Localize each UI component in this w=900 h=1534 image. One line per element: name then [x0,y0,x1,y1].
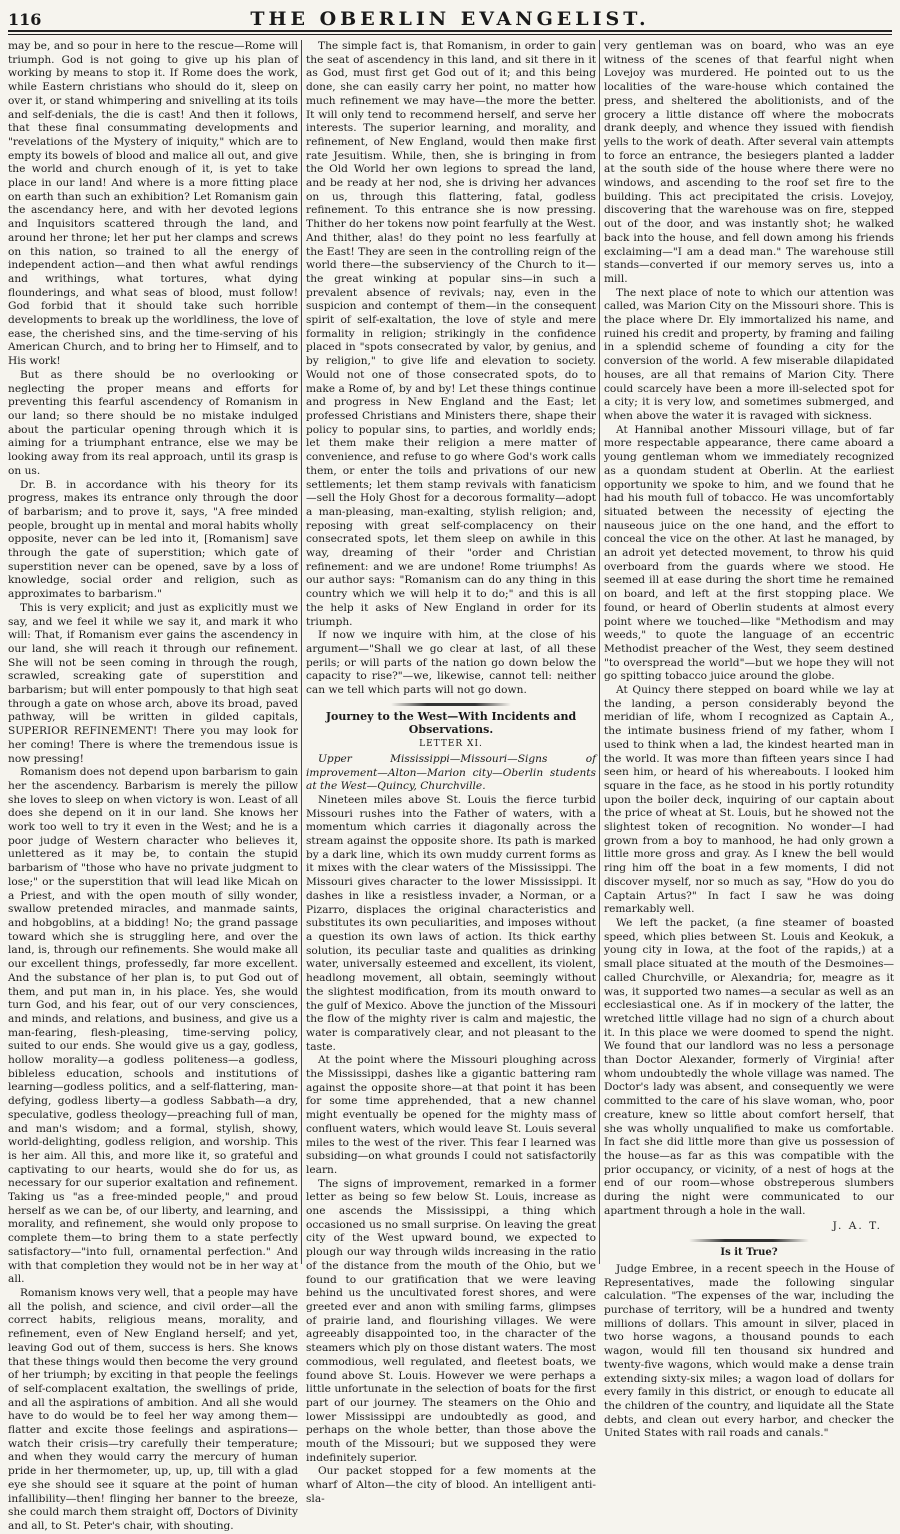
article-summary: Upper Mississippi—Missouri—Signs of improvement—Alton—Marion city—Oberlin students at the West—Quincy, Churchville. [306,752,596,793]
journal-title: THE OBERLIN EVANGELIST. [250,8,650,30]
col2-article-paragraph: At the point where the Missouri ploughing across the Mississippi, dashes like a gigantic battering ram against the opposite shore—at that point it has been for some time apprehended, that a new channel might eventually be opened for the mighty mass of confluent waters, which would leave St. Louis several miles to the west of the river. This fear I learned was subsiding—on what grounds I could not satisfactorily learn. [306,1054,596,1176]
col1-paragraph: Dr. B. in accordance with his theory for its progress, makes its entrance only through the door of barbarism; and to prove it, says, "A free minded people, brought up in mental and moral habits wholly opposite, never can be led into it, [Romanism] save through the gate of superstition; which gate of superstition never can be opened, save by a loss of knowledge, social order and religion, such as approximates to barbarism." [8,478,298,601]
author-signoff: J. A. T. [832,1220,882,1233]
col3-paragraph: At Quincy there stepped on board while we lay at the landing, a person considerably beyond the meridian of life, whom I recognized as Captain A., the intimate business friend of my father, whom I used to think when a lad, the kindest hearted man in the world. It was more than fifteen years since I had seen him, or heard of his whereabouts. I looked him square in the face, as he stood in his portly rotundity upon the boiler deck, inquiring of our captain about the price of wheat at St. Louis, but he showed not the slightest token of recognition. No wonder—I had grown from a boy to manhood, he had only grown a little more gross and gray. As I knew the bell would ring him off the boat in a few moments, I did not discover myself, nor so much as say, "How do you do Captain Artus?" In fact I saw he was doing remarkably well. [604,684,894,916]
article-divider [689,1239,809,1242]
column-3 [604,40,894,1440]
col3-paragraph: At Hannibal another Missouri village, but of far more respectable appearance, there came aboard a young gentleman whom we immediately recognized as a quondam student at Oberlin. At the earliest opportunity we spoke to him, and we found that he had his mouth full of tobacco. He was uncomfortably situated between the necessity of ejecting the nauseous juice on the one hand, and the effort to conceal the vice on the other. At last he managed, by an adroit yet detected movement, to throw his quid overboard from the guards where we stood. He seemed ill at ease during the short time he remained on board, and left at the first stopping place. We found, or heard of Oberlin students at almost every point where we touched—like "Methodism and may weeds," to quote the language of an eccentric Methodist preacher of the West, they seem destined "to overspread the world"—but we hope they will not go spitting tobacco juice around the globe. [604,423,894,683]
col3-paragraph: very gentleman was on board, who was an eye witness of the scenes of that fearful night when Lovejoy was murdered. He pointed out to us the localities of the ware-house which contained the press, and sheltered the abolitionists, and of the grocery a little distance off where the mobocrats drank deeply, and whence they issued with fiendish yells to the work of death. After several vain attempts to force an entrance, the besiegers planted a ladder at the south side of the house where there were no windows, and ascending to the roof set fire to the building. This act precipitated the crisis. Lovejoy, discovering that the warehouse was on fire, stepped out of the door, and was instantly shot; he walked back into the house, and fell down among his friends exclaiming—"I am a dead man." The warehouse still stands—converted if our memory serves us, into a mill. [604,40,894,285]
col1-paragraph: Romanism does not depend upon barbarism to gain her the ascendency. Barbarism is merely the pillow she loves to sleep on when victory is won. Least of all does she depend on it in our land. She knows her work too well to try it even in the West; and he is a poor judge of Western character who believes it, unlettered as it may be, to contain the stupid barbarism of "those who have no private judgment to lose;" or the superstition that will lead like Micah on a Priest, and with the open mouth of silly wonder, swallow pretended miracles, and manmade saints, and hobgoblins, at a bidding! No; the grand passage toward which she is struggling here, and over the land, is, through our refinements. She would make all our excellent things, professedly, far more excellent. And the substance of her plan is, to put God out of them, and put man in, in his place. Yes, she would turn God, and his fear, out of our very consciences, and minds, and relations, and business, and give us a man-fearing, flesh-pleasing, time-serving policy, suited to our ends. She would give us a gay, godless, hollow morality—a godless politeness—a godless, bibleless education, schools and institutions of learning—godless politics, and a self-flattering, man-defying, godless liberty—a godless Sabbath—a dry, speculative, godless theology—preaching full of man, and man's wisdom; and a formal, stylish, showy, world-delighting, godless religion, and worship. This is her aim. All this, and more like it, so grateful and captivating to our hearts, would she do for us, as necessary for our superior exaltation and refinement. Taking us "as a free-minded people," and proud herself as we can be, of our liberty, and learning, and morality, and refinement, she would only propose to complete them—to bring them to a state perfectly satisfactory—"into full, ornamental perfection." And with that completion they would not be in her way at all. [8,766,298,1286]
col2-paragraph: The simple fact is, that Romanism, in order to gain the seat of ascendency in this land, and sit there in it as God, must first get God out of it; and this being done, she can easily carry her point, no matter how much refinement we may have—the more the better. It will only tend to recommend herself, and serve her interests. The superior learning, and morality, and refinement, of New England, would then make first rate Jesuitism. While, then, she is bringing in from the Old World her own legions to spread the land, and be ready at her nod, she is driving her advances on us, through this flattering, fatal, godless refinement. To this entrance she is now pressing. Thither do her tokens now point fearfully at the West. And thither, alas! do they point no less fearfully at the East! They are seen in the controlling reign of the world there—the subserviency of the Church to it—the great winking at popular sins—in such a prevalent absence of revivals; nay, even in the suspicion and contempt of them—in the consequent spirit of self-exaltation, the love of style and mere formality in religion; strikingly in the confidence placed in "spots consecrated by valor, by genius, and by religion," to give life and elevation to society. Would not one of those consecrated spots, do to make a Rome of, by and by! Let these things continue and progress in New England and the East; let professed Christians and Ministers there, shape their policy to popular sins, to parties, and worldly ends; let them make their religion a mere matter of convenience, and refuse to go where God's work calls them, or enter the toils and privations of our new settlements; let them stamp revivals with fanaticism—sell the Holy Ghost for a decorous formality—adopt a man-pleasing, man-exalting, stylish religion; and, reposing with great self-complacency on their consecrated spots, let them sleep on awhile in this way, dreaming of their "order and Christian refinement: and we are undone! Rome triumphs! As our author says: "Romanism can do any thing in this country which we will help it to do;" and this is all the help it asks of New England in order for its triumph. [306,40,596,628]
masthead-rule [8,34,892,35]
article-divider [391,703,511,706]
col3-paragraph: The next place of note to which our attention was called, was Marion City on the Missouri shore. This is the place where Dr. Ely immortalized his name, and ruined his credit and property, by framing and failing in a splendid scheme of founding a city for the conversion of the world. A few miserable dilapidated houses, are all that remains of Marion City. There could scarcely have been a more ill-selected spot for a city; it is very low, and sometimes submerged, and when above the water it is ravaged with sickness. [604,286,894,422]
article-headline-journey: Journey to the West—With Incidents and Observations. [325,709,577,737]
col2-article-paragraph: Nineteen miles above St. Louis the fierce turbid Missouri rushes into the Father of waters, with a momentum which carries it diagonally across the stream against the opposite shore. Its path is marked by a dark line, which its own muddy current forms as it mixes with the clear waters of the Mississippi. The Missouri gives character to the lower Mississippi. It dashes in like a resistless invader, a Norman, or a Pizarro, displaces the original characteristics and substitutes its own peculiarities, and imposes without a question its own laws of action. Its thick earthy solution, its peculiar taste and qualities as drinking water, universally esteemed and excellent, its violent, headlong movement, all obtain, seemingly without the slightest modification, from its mouth onward to the gulf of Mexico. Above the junction of the Missouri the flow of the mighty river is calm and majestic, the water is comparatively clear, and not pleasant to the taste. [306,793,596,1053]
col2-article-paragraph: The signs of improvement, remarked in a former letter as being so few below St. Louis, increase as one ascends the Mississippi, a thing which occasioned us no small surprise. On leaving the great city of the West upward bound, we expected to plough our way through wilds increasing in the ratio of the distance from the mouth of the Ohio, but we found to our gratification that we were leaving behind us the uncultivated forest shores, and were greeted ever and anon with smiling farms, glimpses of prairie land, and flourishing villages. We were agreeably disappointed too, in the character of the steamers which ply on those distant waters. The most commodious, well regulated, and fleetest boats, we found above St. Louis. However we were perhaps a little unfortunate in the selection of boats for the first part of our journey. The steamers on the Ohio and lower Mississippi are undoubtedly as good, and perhaps on the whole better, than those above the mouth of the Missouri; but we supposed they were indefinitely superior. [306,1177,596,1464]
letter-number: LETTER XI. [419,739,483,750]
col2-paragraph: If now we inquire with him, at the close of his argument—"Shall we go clear at last, of all these perils; or will parts of the nation go down below the capacity to rise?"—we, likewise, cannot tell: neither can we tell which parts will not go down. [306,629,596,697]
col1-paragraph: may be, and so pour in here to the rescue—Rome will triumph. God is not going to give up his plan of working by means to stop it. If Rome does the work, while Eastern christians who should do it, sleep on over it, or stand whimpering and snivelling at its toils and self-denials, the die is cast! And then it follows, that these final consummating developments and "revelations of the Mystery of iniquity," which are to empty its bowels of blood and malice all out, and give the world and church enough of it, is yet to take place in our land! And where is a more fitting place on earth than such an exhibition? Let Romanism gain the ascendancy here, and with her devoted legions and Inquisitors scattered through the land, and around her throne; let her put her clamps and screws on this nation, so trained to all the energy of independent action—and then what awful rendings and writhings, what tortures, what dying flounderings, and what seas of blood, must follow! God forbid that it should take such horrible developments to break up the worldliness, the love of ease, the cherished sins, and the time-serving of his American Church, and to bring her to Himself, and to His work! [8,40,298,368]
article-headline-is-it-true: Is it True? [720,1247,778,1259]
column-2 [306,40,596,1505]
col2-article-paragraph: Our packet stopped for a few moments at the wharf of Alton—the city of blood. An intelligent anti-sla- [306,1465,596,1505]
col3-article-paragraph: Judge Embree, in a recent speech in the House of Representatives, made the following singular calculation. "The expenses of the war, including the purchase of territory, will be a hundred and twenty millions of dollars. This amount in silver, placed in two horse wagons, a thousand pounds to each wagon, would fill ten thousand six hundred and twenty-five wagons, which would make a dense train extending sixty-six miles; a wagon load of dollars for every family in this district, or enough to educate all the children of the country, and liquidate all the State debts, and clean out every harbor, and checker the United States with rail roads and canals." [604,1262,894,1440]
col1-paragraph: Romanism knows very well, that a people may have all the polish, and science, and civil order—all the correct habits, religious means, morality, and refinement, even of New England herself; and yet, leaving God out of them, success is hers. She knows that these things would then become the very ground of her triumph; by exciting in that people the feelings of self-complacent exaltation, the swellings of pride, and all the aspirations of ambition. And all she would have to do would be to feel her way among them—flatter and excite those feelings and aspirations—watch their crisis—try carefully their temperature; and when they would carry the mercury of human pride in her thermometer, up, up, up, till with a glad eye she should see it square at the point of human infallibility—then! flinging her banner to the breeze, she could march them straight off, Doctors of Divinity and all, to St. Peter's chair, with shouting. [8,1286,298,1532]
column-1 [8,40,298,1532]
masthead [8,6,892,32]
col1-paragraph: But as there should be no overlooking or neglecting the proper means and efforts for preventing this fearful ascendency of Romanism in our land; so there should be no mistake indulged about the particular opening through which it is aiming for a triumphant entrance, else we may be looking away from its real approach, until its grasp is on us. [8,368,298,477]
page-number: 116 [8,10,42,29]
column-rule-left [301,40,302,1264]
col1-paragraph: This is very explicit; and just as explicitly must we say, and we feel it while we say it, and mark it who will: That, if Romanism ever gains the ascendency in our land, she will reach it through our refinement. She will not be seen coming in through the rough, scrawled, screaking gate of superstition and barbarism; but will enter pompously to that high seat through a gate on whose arch, above its broad, paved pathway, will be written in gilded capitals, SUPERIOR REFINEMENT! There you may look for her coming! There is where the tremendous issue is now pressing! [8,601,298,765]
column-rule-right [599,40,600,1264]
col3-paragraph: We left the packet, (a fine steamer of boasted speed, which plies between St. Louis and Keokuk, a young city in Iowa, at the foot of the rapids,) at a small place situated at the mouth of the Desmoines—called Churchville, or Alexandria; for, meagre as it was, it supported two names—a secular as well as an ecclesiastical one. As if in mockery of the latter, the wretched little village had no sign of a church about it. In this place we were doomed to spend the night. We found that our landlord was no less a personage than Doctor Alexander, formerly of Virginia! after whom undoubtedly the whole village was named. The Doctor's lady was absent, and consequently we were committed to the care of his slave woman, who, poor creature, knew so little about comfort herself, that she was wholly unqualified to make us comfortable. In fact she did little more than give us possession of the house—as far as this was compatible with the prior occupancy, or vicinity, of a nest of hogs at the end of our room—whose obstreperous slumbers during the night were communicated to our apartment through a hole in the wall. [604,917,894,1217]
